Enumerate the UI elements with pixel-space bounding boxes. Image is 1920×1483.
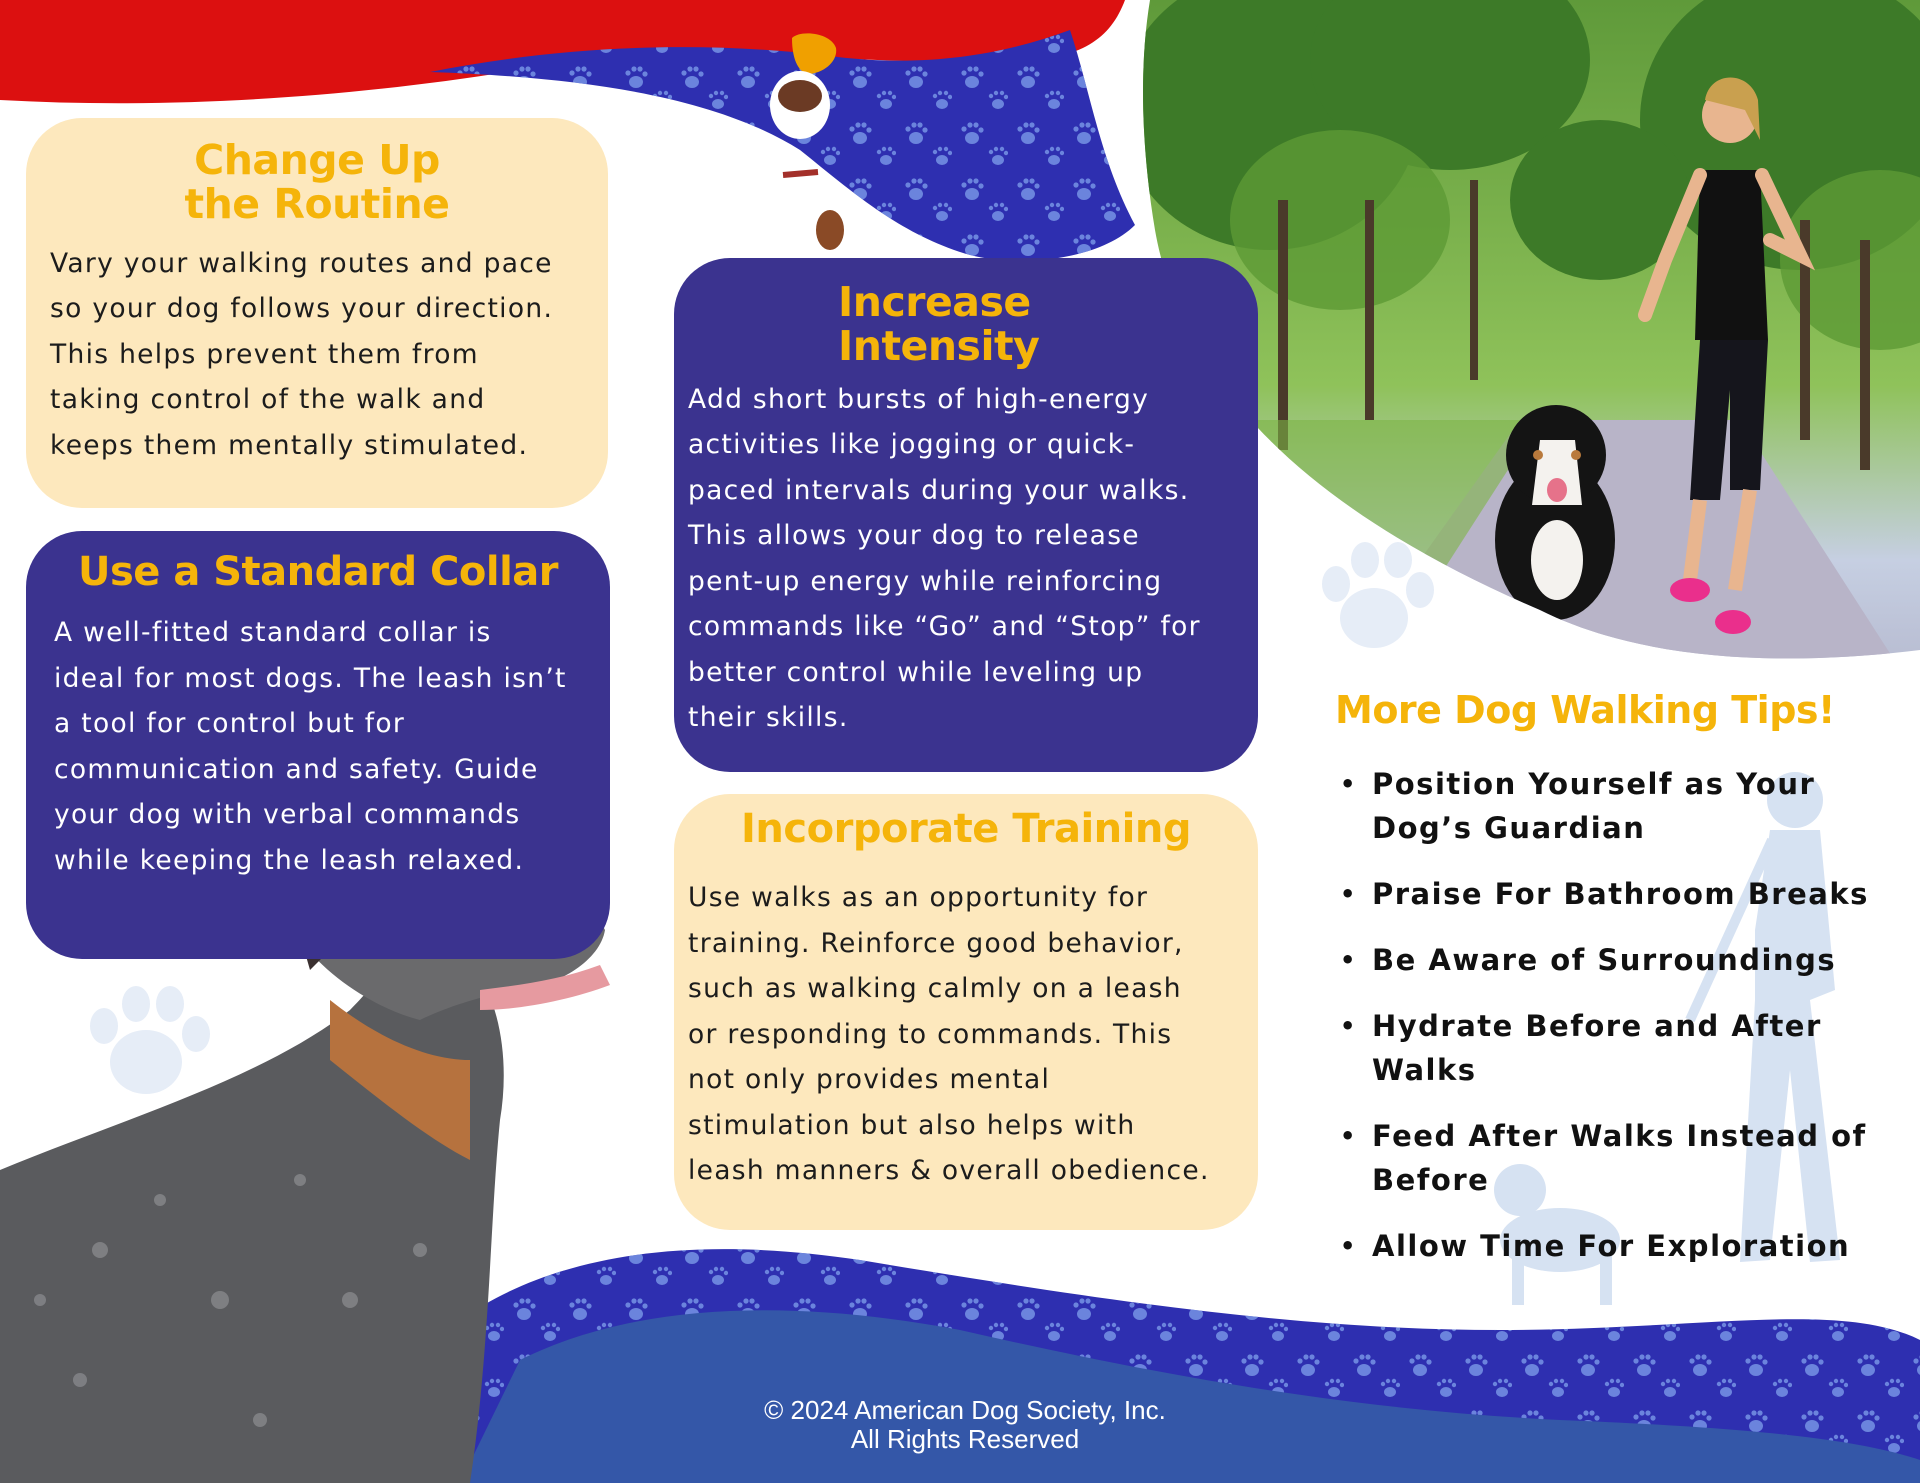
footer [640, 1396, 1290, 1454]
increase-intensity-card [674, 258, 1258, 772]
bullet-icon: • [1340, 880, 1357, 908]
tip-text: Feed After Walks Instead of Before [1372, 1119, 1867, 1197]
paw-decoration-left [90, 986, 210, 1094]
increase-intensity-body: Add short bursts of high-energy activities like jogging or quick- paced intervals during your walks. This allows your dog to release pent-up energy while reinforcing commands like “Go” and “Stop” for better control while leveling up their skills. [688, 383, 1201, 734]
tip-item [1340, 1004, 1910, 1092]
tips-list [1340, 762, 1910, 1290]
tip-item [1340, 938, 1910, 982]
tip-item [1340, 1224, 1910, 1268]
tips-heading: More Dog Walking Tips! [1335, 688, 1835, 732]
tip-text: Allow Time For Exploration [1372, 1229, 1851, 1263]
change-routine-body: Vary your walking routes and pace so your dog follows your direction. This helps prevent them from taking control of the walk and keeps them mentally stimulated. [50, 247, 554, 461]
bullet-icon: • [1340, 1122, 1357, 1150]
tip-text: Be Aware of Surroundings [1372, 943, 1837, 977]
tip-text: Hydrate Before and After Walks [1372, 1009, 1822, 1087]
increase-intensity-title: Increase Intensity [838, 278, 1040, 371]
bullet-icon: • [1340, 946, 1357, 974]
tip-text: Position Yourself as Your Dog’s Guardian [1372, 767, 1816, 845]
paw-decoration-right [1322, 542, 1434, 648]
incorporate-training-title: Incorporate Training [741, 806, 1191, 852]
bullet-icon: • [1340, 1232, 1357, 1260]
tip-text: Praise For Bathroom Breaks [1372, 877, 1869, 911]
incorporate-training-body: Use walks as an opportunity for training. Reinforce good behavior, such as walking calmly on a leash or responding to commands. This not only provides mental stimulation but also helps with leash manners & overall obedience. [688, 882, 1210, 1187]
rights-text: All Rights Reserved [850, 1424, 1080, 1454]
tip-item [1340, 1114, 1910, 1202]
change-routine-title: Change Up the Routine [184, 136, 450, 229]
tip-item [1340, 872, 1910, 916]
standard-collar-body: A well-fitted standard collar is ideal for most dogs. The leash isn’t a tool for control but for communication and safety. Guide your dog with verbal commands while keeping the leash relaxed. [54, 617, 567, 876]
incorporate-training-card [674, 794, 1258, 1230]
standard-collar-card [26, 531, 610, 959]
bullet-icon: • [1340, 770, 1357, 798]
bernese-dog [1495, 405, 1615, 620]
copyright-text: © 2024 American Dog Society, Inc. [764, 1395, 1166, 1425]
standard-collar-title: Use a Standard Collar [77, 549, 559, 595]
change-routine-card [26, 118, 608, 508]
tip-item [1340, 762, 1910, 850]
bullet-icon: • [1340, 1012, 1357, 1040]
